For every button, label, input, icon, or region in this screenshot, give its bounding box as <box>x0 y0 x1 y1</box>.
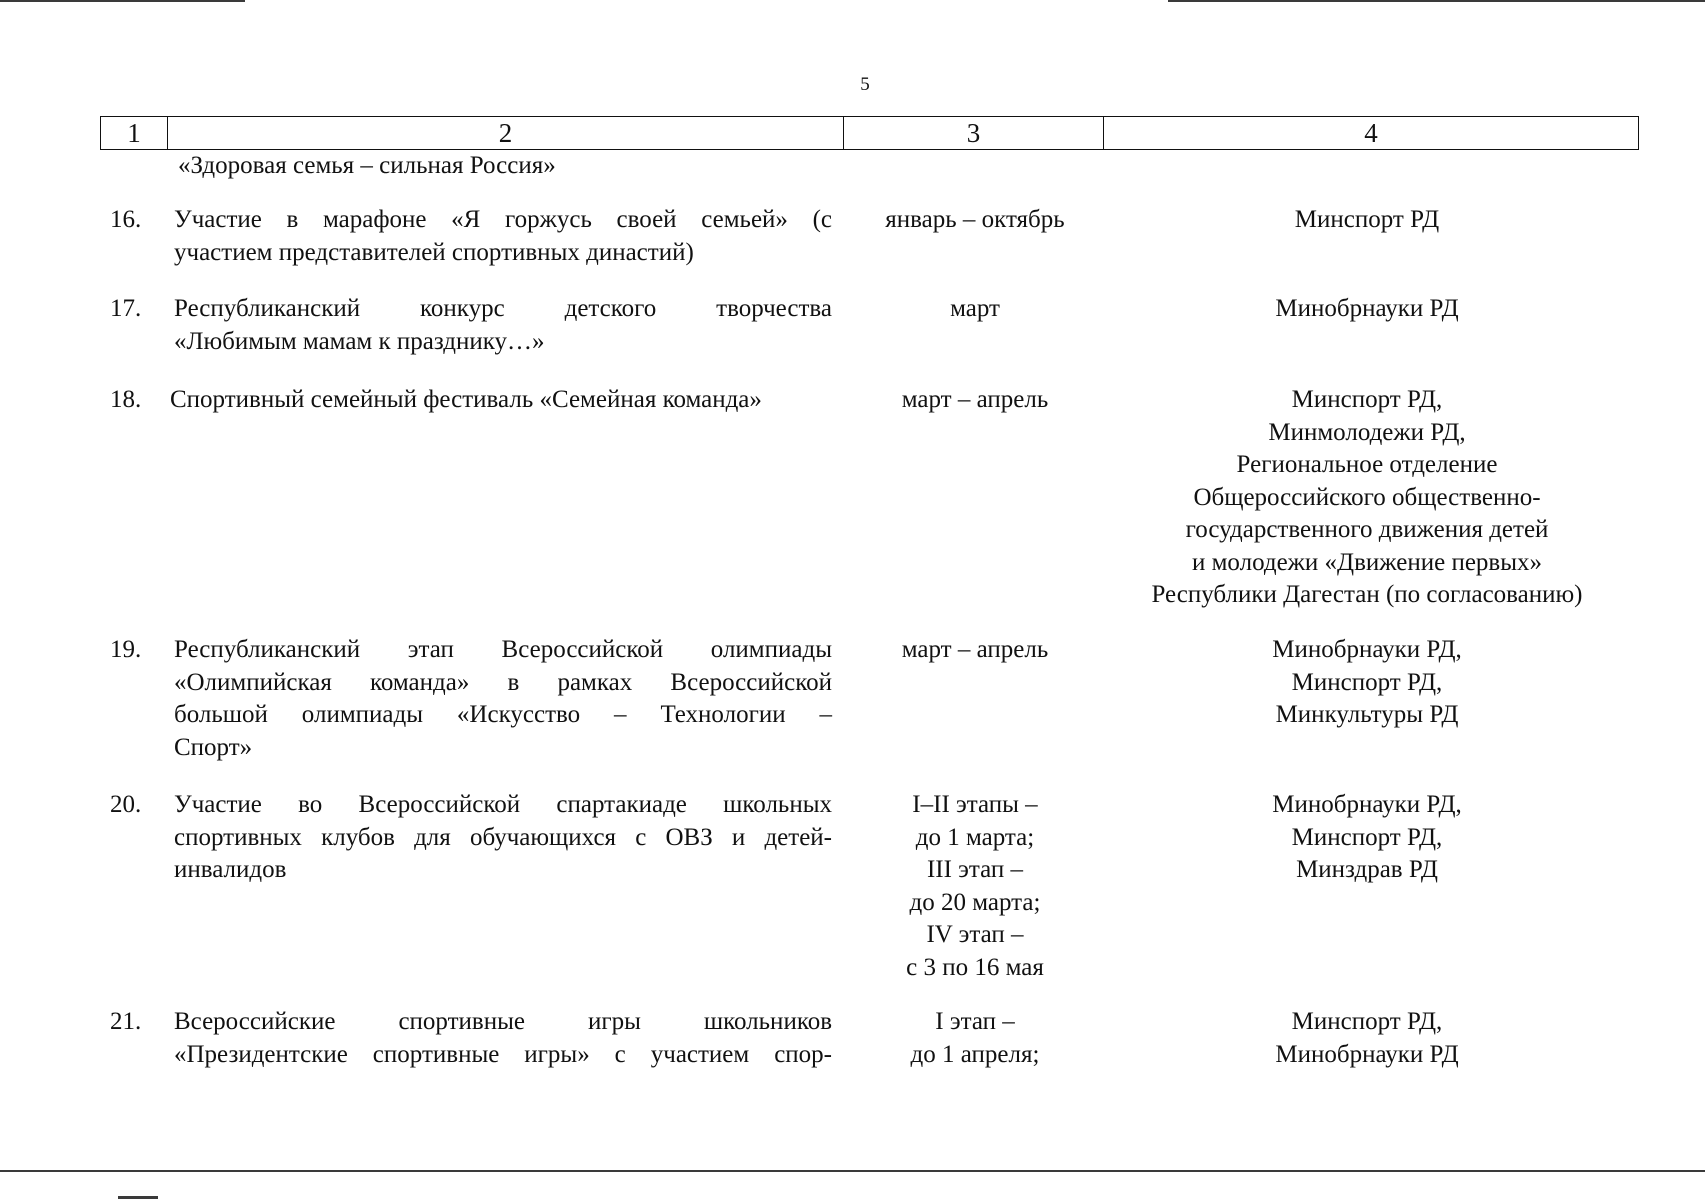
row-description <box>174 634 832 764</box>
responsible-line: Минобрнауки РД, <box>1272 636 1462 663</box>
row-number: 20. <box>110 791 142 818</box>
responsible-line: Минздрав РД <box>1296 856 1438 883</box>
date-line: III этап – <box>926 856 1024 883</box>
description-line: участием представителей спортивных династий) <box>174 238 694 266</box>
row-number: 17. <box>110 295 142 322</box>
row-responsible <box>1112 789 1622 887</box>
responsible-line: Общероссийского общественно- <box>1193 483 1541 511</box>
date-line: январь – октябрь <box>885 206 1065 233</box>
description-line: спортивных клубов для обучающихся с ОВЗ и детей- <box>174 823 832 851</box>
row-responsible <box>1112 634 1622 732</box>
row-responsible <box>1112 1006 1622 1071</box>
responsible-line: Республики Дагестан (по согласованию) <box>1151 581 1583 608</box>
row-responsible <box>1112 293 1622 326</box>
date-line: I–II этапы – <box>912 791 1038 818</box>
row-dates <box>855 384 1095 417</box>
date-line: март – апрель <box>901 386 1049 413</box>
responsible-line: и молодежи «Движение первых» <box>1191 548 1543 576</box>
row-dates <box>855 789 1095 984</box>
description-line: Участие во Всероссийской спартакиаде школьных <box>174 791 832 818</box>
responsible-line: Минобрнауки РД <box>1275 1040 1459 1068</box>
row-description <box>174 789 832 887</box>
description-line: Республиканский этап Всероссийской олимпиады <box>174 636 832 663</box>
column-header-1: 1 <box>101 117 168 150</box>
row-description <box>174 1006 832 1071</box>
row-responsible <box>1112 204 1622 237</box>
description-line: «Любимым мамам к празднику…» <box>174 327 545 355</box>
row-dates <box>855 634 1095 667</box>
column-header-2: 2 <box>168 117 844 150</box>
row-dates <box>855 1006 1095 1071</box>
column-header-row <box>101 117 1639 150</box>
row-responsible <box>1112 384 1622 612</box>
scan-edge-top-left <box>0 0 245 2</box>
date-line: до 20 марта; <box>909 888 1041 916</box>
description-line: Республиканский конкурс детского творчества <box>174 295 832 322</box>
date-line: IV этап – <box>926 921 1024 948</box>
description-line: большой олимпиады «Искусство – Технологии – <box>174 701 832 728</box>
row-number: 18. <box>110 386 142 413</box>
row-description <box>170 384 828 417</box>
description-line: Участие в марафоне «Я горжусь своей семьей» (с <box>174 206 832 233</box>
date-line: до 1 марта; <box>915 823 1035 851</box>
responsible-line: Минспорт РД, <box>1291 823 1443 851</box>
responsible-line: Минспорт РД, <box>1291 1008 1443 1035</box>
date-line: с 3 по 16 мая <box>906 953 1044 981</box>
row-number: 19. <box>110 636 142 663</box>
column-header-4: 4 <box>1104 117 1639 150</box>
responsible-line: Минобрнауки РД, <box>1272 791 1462 818</box>
description-line: Спорт» <box>174 733 253 761</box>
column-header-table <box>100 116 1639 150</box>
description-line: инвалидов <box>174 856 287 883</box>
date-line: март <box>950 295 1000 322</box>
row-number: 21. <box>110 1008 142 1035</box>
date-line: I этап – <box>935 1008 1015 1035</box>
row-dates <box>855 293 1095 326</box>
responsible-line: Региональное отделение <box>1236 451 1498 478</box>
responsible-line: Минобрнауки РД <box>1275 295 1459 322</box>
responsible-line: Минспорт РД, <box>1291 386 1443 413</box>
date-line: до 1 апреля; <box>910 1040 1040 1068</box>
responsible-line: Минспорт РД <box>1294 206 1440 233</box>
responsible-line: государственного движения детей <box>1185 516 1549 543</box>
responsible-line: Минспорт РД, <box>1291 668 1443 696</box>
row-number: 16. <box>110 206 142 233</box>
row-description <box>174 204 832 269</box>
description-line: «Олимпийская команда» в рамках Всероссийской <box>174 668 832 696</box>
description-line: Спортивный семейный фестиваль «Семейная команда» <box>170 386 762 413</box>
page-number: 5 <box>860 74 870 95</box>
date-line: март – апрель <box>901 636 1049 663</box>
responsible-line: Минмолодежи РД, <box>1268 418 1466 446</box>
row-description <box>174 293 832 358</box>
row-dates <box>855 204 1095 237</box>
scan-edge-top-right <box>1168 0 1705 2</box>
continuation-text: «Здоровая семья – сильная Россия» <box>178 152 556 179</box>
scan-edge-bottom <box>0 1170 1705 1172</box>
column-header-3: 3 <box>844 117 1104 150</box>
description-line: Всероссийские спортивные игры школьников <box>174 1008 832 1035</box>
scan-mark-bottom-left <box>118 1196 158 1199</box>
description-line: «Президентские спортивные игры» с участием спор- <box>174 1040 832 1068</box>
responsible-line: Минкультуры РД <box>1275 701 1459 728</box>
